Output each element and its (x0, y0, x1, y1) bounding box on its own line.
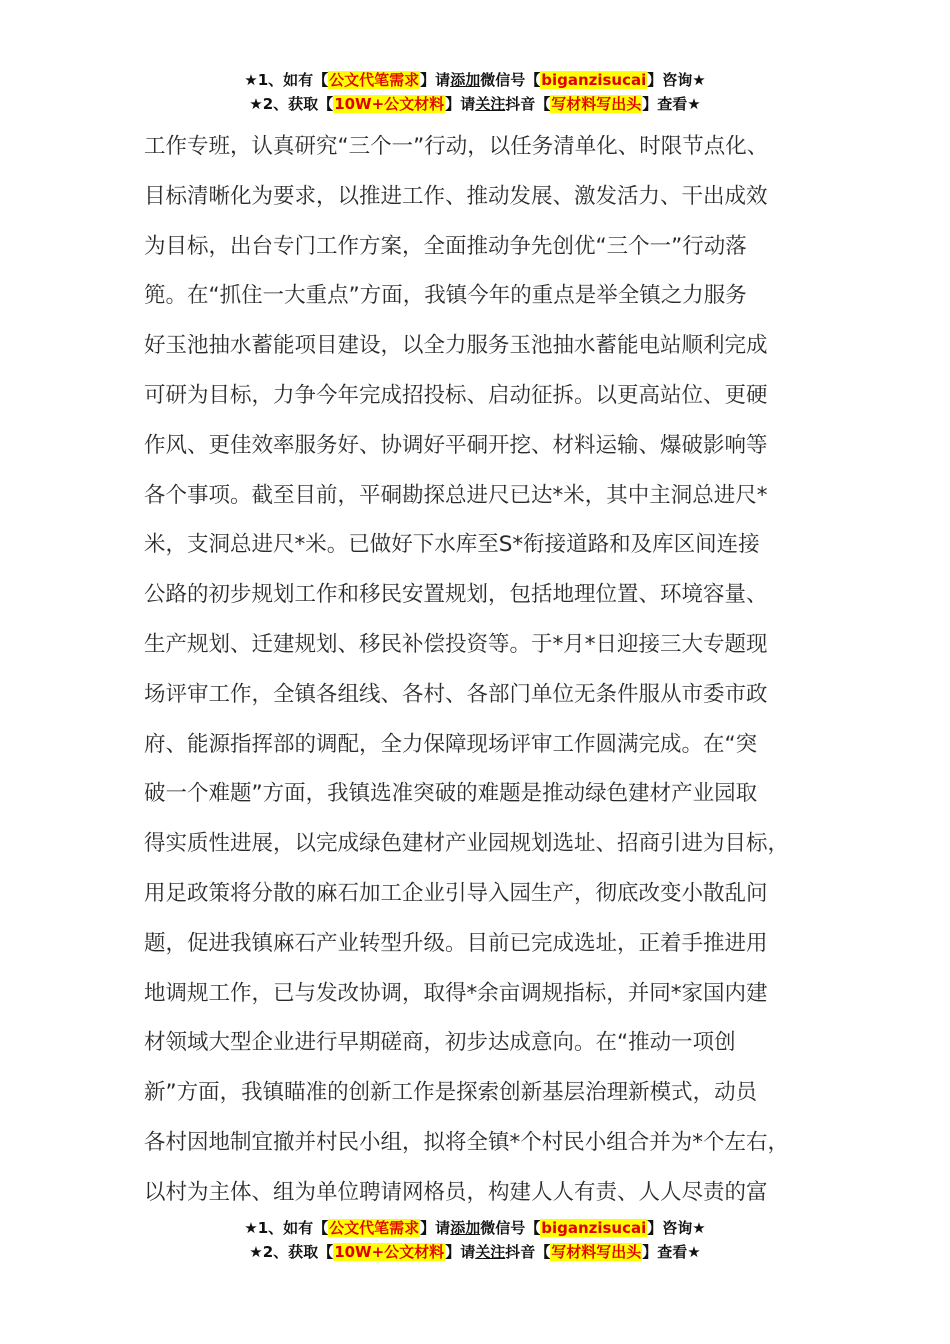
body-line: 公路的初步规划工作和移民安置规划，包括地理位置、环境容量、 (144, 582, 768, 608)
body-line: 好玉池抽水蓄能项目建设，以全力服务玉池抽水蓄能电站顺利完成 (144, 333, 768, 359)
highlight-wechat-id: biganzisucai (541, 71, 647, 89)
body-line: 目标清晰化为要求，以推进工作、推动发展、激发活力、干出成效 (144, 183, 768, 209)
body-line: 题，促进我镇麻石产业转型升级。目前已完成选址，正着手推进用 (144, 930, 768, 956)
body-line: 作风、更佳效率服务好、协调好平硐开挖、材料运输、爆破影响等 (144, 432, 768, 458)
header-banner (0, 68, 950, 116)
body-line: 破一个难题”方面，我镇选准突破的难题是推动绿色建材产业园取 (144, 781, 758, 807)
banner-line-2: ★2、获取【10W+公文材料】请关注抖音【写材料写出头】查看★ (249, 95, 701, 113)
body-line: 为目标，出台专门工作方案，全面推动争先创优“三个一”行动落 (144, 233, 747, 259)
body-line: 生产规划、迁建规划、移民补偿投资等。于*月*日迎接三大专题现 (144, 631, 768, 657)
body-line: 以村为主体、组为单位聘请网格员，构建人人有责、人人尽责的富 (144, 1179, 768, 1205)
body-line: 用足政策将分散的麻石加工企业引导入园生产，彻底改变小散乱问 (144, 880, 768, 906)
body-line: 得实质性进展，以完成绿色建材产业园规划选址、招商引进为目标， (144, 831, 790, 857)
banner-line-1: ★1、如有【公文代笔需求】请添加微信号【biganzisucai】咨询★ (244, 71, 706, 89)
body-line: 地调规工作，已与发改协调，取得*余亩调规指标，并同*家国内建 (144, 980, 768, 1006)
body-line: 篼。在“抓住一大重点”方面，我镇今年的重点是举全镇之力服务 (144, 283, 747, 309)
body-line: 新”方面，我镇瞄准的创新工作是探索创新基层治理新模式，动员 (144, 1080, 758, 1106)
banner-line-1: ★1、如有【公文代笔需求】请添加微信号【biganzisucai】咨询★ (244, 1219, 706, 1237)
highlight-douyin-account: 写材料写出头 (551, 1243, 642, 1261)
highlight-douyin-account: 写材料写出头 (551, 95, 642, 113)
body-line: 场评审工作，全镇各组线、各村、各部门单位无条件服从市委市政 (144, 681, 768, 707)
body-line: 府、能源指挥部的调配，全力保障现场评审工作圆满完成。在“突 (144, 731, 758, 757)
footer-banner (0, 1216, 950, 1264)
highlight-materials: 10W+公文材料 (334, 1243, 445, 1261)
body-line: 材领域大型企业进行早期磋商，初步达成意向。在“推动一项创 (144, 1030, 736, 1056)
highlight-wechat-id: biganzisucai (541, 1219, 647, 1237)
body-line: 可研为目标，力争今年完成招投标、启动征拆。以更高站位、更硬 (144, 382, 768, 408)
body-line: 各个事项。截至目前，平硐勘探总进尺已达*米，其中主洞总进尺* (144, 482, 768, 508)
document-body (144, 122, 834, 1218)
body-line: 米，支洞总进尺*米。已做好下水库至S*衔接道路和及库区间连接 (144, 532, 760, 558)
body-line: 工作专班，认真研究“三个一”行动，以任务清单化、时限节点化、 (144, 134, 769, 159)
body-line: 各村因地制宜撤并村民小组，拟将全镇*个村民小组合并为*个左右， (144, 1129, 790, 1155)
banner-line-2: ★2、获取【10W+公文材料】请关注抖音【写材料写出头】查看★ (249, 1243, 701, 1261)
highlight-materials: 10W+公文材料 (334, 95, 445, 113)
highlight-service: 公文代笔需求 (329, 1219, 420, 1237)
highlight-service: 公文代笔需求 (329, 71, 420, 89)
